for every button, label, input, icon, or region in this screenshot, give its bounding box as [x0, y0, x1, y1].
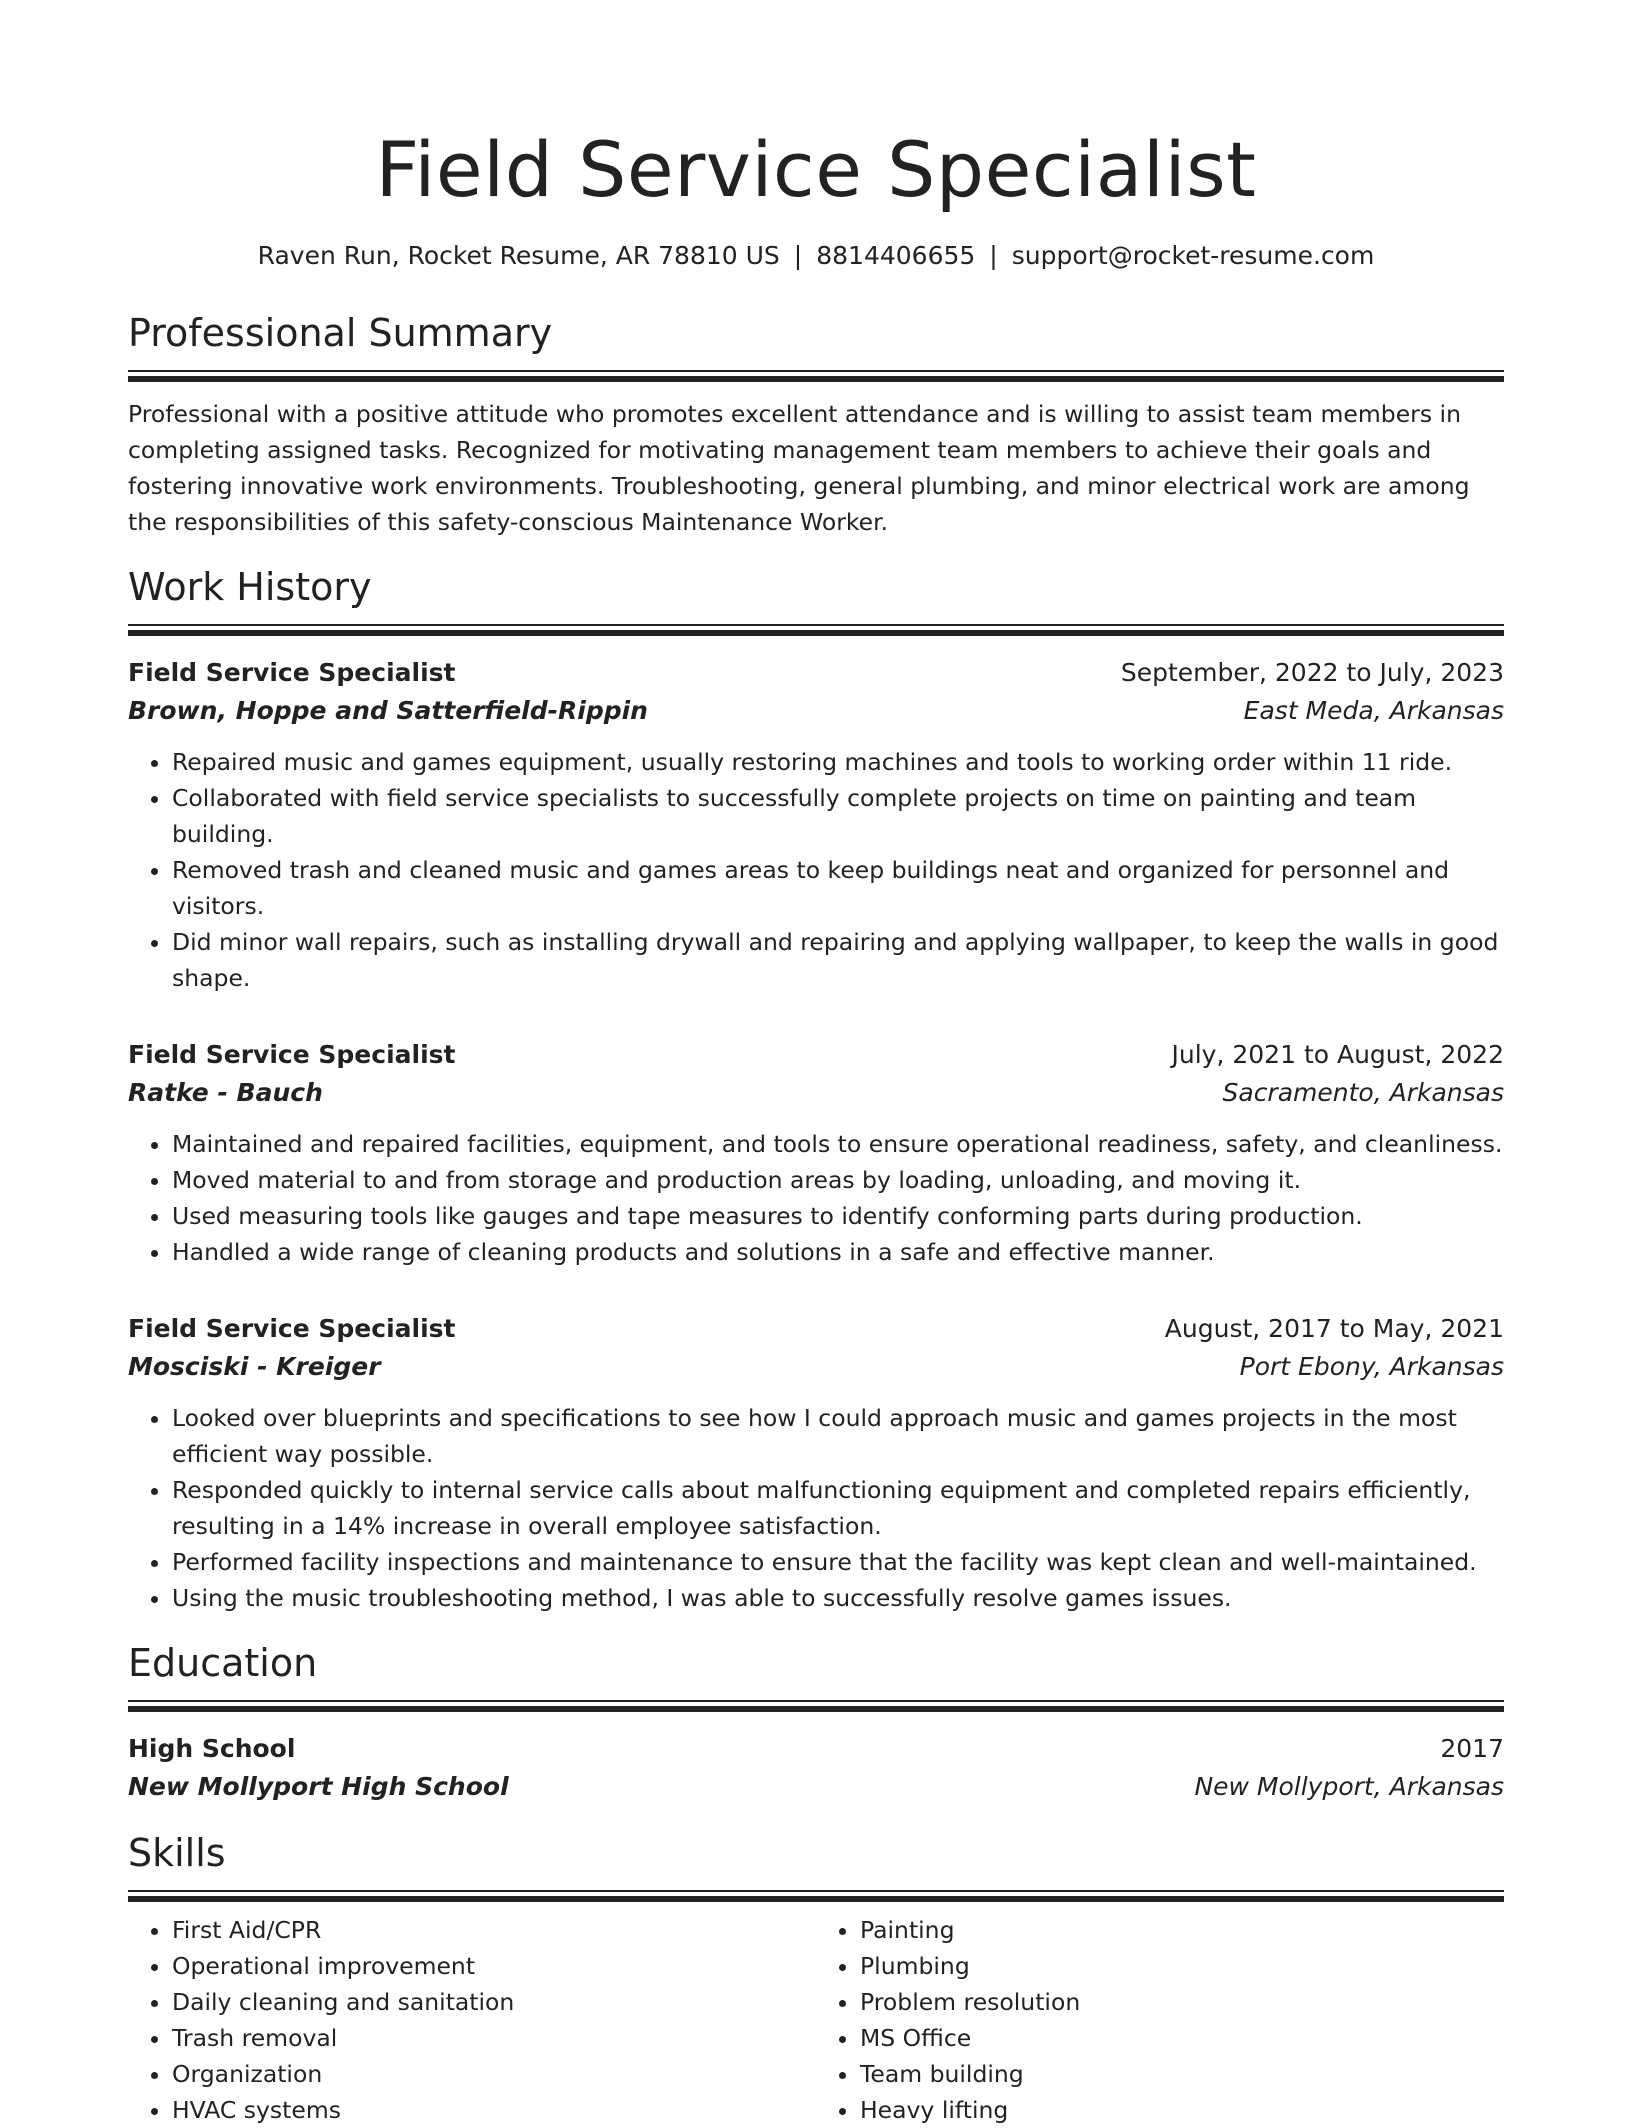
contact-phone: 8814406655 [816, 241, 976, 270]
list-item: • Collaborated with field service specialists to successfully complete projects on time on painting and team building. [172, 780, 1504, 852]
job-company: Ratke - Bauch [128, 1078, 323, 1107]
list-item: • Maintained and repaired facilities, equipment, and tools to ensure operational readiness, safety, and cleanliness. [172, 1126, 1504, 1162]
contact-email: support@rocket-resume.com [1011, 241, 1375, 270]
job-bullets [128, 744, 1504, 996]
list-item: • Used measuring tools like gauges and tape measures to identify conforming parts during production. [172, 1198, 1504, 1234]
skills-section [128, 1828, 1504, 2128]
skill-item: • Team building [860, 2056, 1504, 2092]
skill-item: • MS Office [860, 2020, 1504, 2056]
skill-item: • Operational improvement [172, 1948, 816, 1984]
job-entry [128, 1310, 1504, 1616]
skill-item: • Daily cleaning and sanitation [172, 1984, 816, 2020]
section-title: Work History [128, 565, 372, 609]
skill-item: • Heavy lifting [860, 2092, 1504, 2128]
list-item: • Handled a wide range of cleaning products and solutions in a safe and effective manner. [172, 1234, 1504, 1270]
skill-item: • Problem resolution [860, 1984, 1504, 2020]
job-title: Field Service Specialist [128, 1040, 456, 1069]
list-item: • Responded quickly to internal service calls about malfunctioning equipment and completed repairs efficiently, resulting in a 14% increase in overall employee satisfaction. [172, 1472, 1504, 1544]
section-title: Education [128, 1641, 318, 1685]
skills-list-right [816, 1912, 1504, 2128]
job-dates: September, 2022 to July, 2023 [1120, 658, 1504, 687]
section-title: Professional Summary [128, 311, 553, 355]
job-location: Sacramento, Arkansas [1222, 1078, 1504, 1107]
education-school: New Mollyport High School [128, 1772, 509, 1801]
contact-address: Raven Run, Rocket Resume, AR 78810 US [257, 241, 780, 270]
section-title: Skills [128, 1831, 226, 1875]
education-degree: High School [128, 1734, 296, 1763]
list-item: • Removed trash and cleaned music and games areas to keep buildings neat and organized for personnel and visitors. [172, 852, 1504, 924]
section-divider [128, 624, 1504, 636]
contact-separator: | [989, 241, 998, 270]
skill-item: • HVAC systems [172, 2092, 816, 2128]
contact-line [128, 238, 1504, 274]
section-divider [128, 370, 1504, 382]
resume-name: Field Service Specialist [375, 125, 1257, 214]
job-title: Field Service Specialist [128, 1314, 456, 1343]
skills-columns [128, 1912, 1504, 2128]
work-history-section [128, 562, 1504, 1616]
skill-item: • Trash removal [172, 2020, 816, 2056]
skill-item: • Plumbing [860, 1948, 1504, 1984]
job-entry [128, 1036, 1504, 1270]
list-item: • Performed facility inspections and maintenance to ensure that the facility was kept clean and well-maintained. [172, 1544, 1504, 1580]
education-entry [128, 1730, 1504, 1806]
job-dates: July, 2021 to August, 2022 [1171, 1040, 1504, 1069]
job-bullets [128, 1126, 1504, 1270]
education-year: 2017 [1440, 1734, 1504, 1763]
skill-item: • First Aid/CPR [172, 1912, 816, 1948]
list-item: • Looked over blueprints and specifications to see how I could approach music and games projects in the most efficient way possible. [172, 1400, 1504, 1472]
section-divider [128, 1890, 1504, 1902]
job-dates: August, 2017 to May, 2021 [1164, 1314, 1504, 1343]
contact-separator: | [793, 241, 803, 270]
job-entry [128, 654, 1504, 996]
section-divider [128, 1700, 1504, 1712]
job-bullets [128, 1400, 1504, 1616]
summary-section [128, 308, 1504, 540]
job-title: Field Service Specialist [128, 658, 456, 687]
list-item: • Moved material to and from storage and production areas by loading, unloading, and moving it. [172, 1162, 1504, 1198]
list-item: • Did minor wall repairs, such as installing drywall and repairing and applying wallpaper, to keep the walls in good shape. [172, 924, 1504, 996]
summary-text: Professional with a positive attitude who promotes excellent attendance and is willing to assist team members in completing assigned tasks. Recognized for motivating management team members to achieve their goals and fostering innovative work environments. Troubleshooting, general plumbing, and minor electrical work are among the responsibilities of this safety-conscious Maintenance Worker. [128, 400, 1470, 536]
education-location: New Mollyport, Arkansas [1194, 1772, 1504, 1801]
list-item: • Using the music troubleshooting method, I was able to successfully resolve games issues. [172, 1580, 1504, 1616]
skill-item: • Organization [172, 2056, 816, 2092]
job-location: Port Ebony, Arkansas [1239, 1352, 1504, 1381]
list-item: • Repaired music and games equipment, usually restoring machines and tools to working order within 11 ride. [172, 744, 1504, 780]
job-company: Mosciski - Kreiger [128, 1352, 381, 1381]
job-location: East Meda, Arkansas [1243, 696, 1504, 725]
education-section [128, 1638, 1504, 1806]
job-company: Brown, Hoppe and Satterfield-Rippin [128, 696, 648, 725]
skills-list-left [128, 1912, 816, 2128]
skill-item: • Painting [860, 1912, 1504, 1948]
